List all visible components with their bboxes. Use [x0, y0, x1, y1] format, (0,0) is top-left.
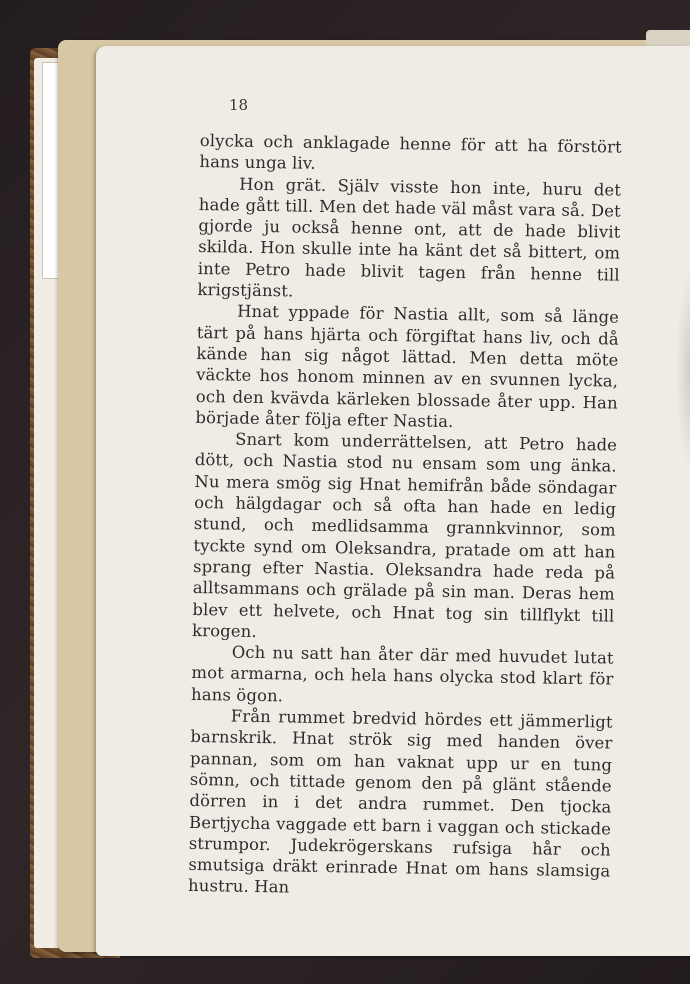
paragraph-3: Hnat yppade för Nastia allt, som så länge tärt på hans hjärta och förgiftat hans liv, och då kände han sig något lättad. Men detta möte väckte hos honom minnen av en svunnen lycka, och den kvävda kärleken blossade åter upp. Han började åter följa efter Nastia. — [195, 301, 620, 431]
page-text — [188, 130, 622, 903]
page-number: 18 — [229, 96, 249, 114]
paragraph-4: Snart kom underrättelsen, att Petro hade dött, och Nastia stod nu ensam som ung änka. Nu mera smög sig Hnat hemifrån både söndagar och hälgdagar och så ofta han hade en ledig stund, och medlidsamma grannkvinnor, som tyckte synd om Oleksandra, pratade om att han sprang efter Nastia. Oleksandra hade reda på alltsammans och grälade på sin man. Deras hem blev ett helvete, och Hnat tog sin tillflykt till krogen. — [191, 429, 618, 641]
paragraph-2: Hon grät. Själv visste hon inte, huru det hade gått till. Men det hade väl måst vara så. Det gjorde ju också henne ont, att de hade blivit skilda. Hon skulle inte ha känt det så bittert, om inte Petro hade blivit tagen från henne till krigstjänst. — [197, 174, 622, 301]
paragraph-6: Från rummet bredvid hördes ett jämmerligt barnskrik. Hnat strök sig med handen över pannan, som om han vaknat upp ur en tung sömn, och tittade genom den på glänt stående dörren in i det andra rummet. Den tjocka Bertjycha vaggade ett barn i vaggan och stickade strumpor. Judekrögerskans rufsiga hår och smutsiga dräkt erinrade Hnat om hans slamsiga hustru. Han — [187, 706, 613, 897]
page-edge-stain — [676, 270, 690, 470]
paragraph-1: olycka och anklagade henne för att ha förstört hans unga liv. — [199, 130, 622, 174]
paragraph-5: Och nu satt han åter där med huvudet lutat mot armarna, och hela hans olycka stod klart för hans ögon. — [190, 642, 614, 706]
